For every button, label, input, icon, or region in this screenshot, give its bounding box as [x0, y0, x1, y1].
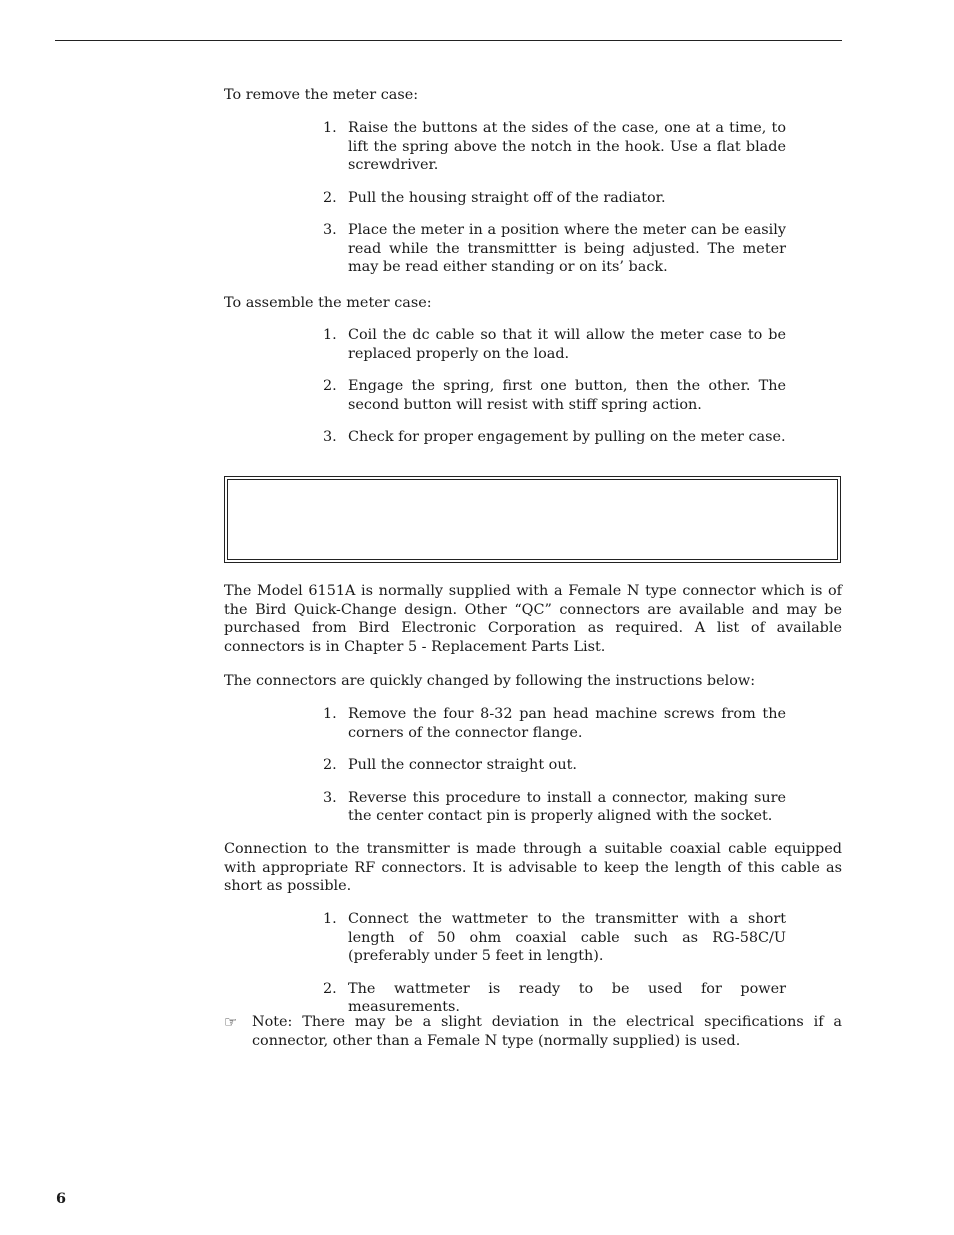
- assemble-intro: To assemble the meter case:: [224, 295, 432, 311]
- connection-steps: [318, 910, 786, 1017]
- connectors-intro: The connectors are quickly changed by following the instructions below:: [224, 673, 756, 689]
- list-item: 1. Remove the four 8-32 pan head machine screws from the corners of the connector flange.: [323, 706, 786, 741]
- section-heading-box-inner: [227, 479, 838, 560]
- list-item: 3. Reverse this procedure to install a connector, making sure the center contact pin is properly aligned with the socket.: [323, 789, 786, 824]
- header-rule: [55, 40, 842, 41]
- list-item: 1. Raise the buttons at the sides of the case, one at a time, to lift the spring above the notch in the hook. Use a flat blade screwdriver.: [323, 120, 786, 173]
- list-item: 3. Check for proper engagement by pulling on the meter case.: [323, 429, 786, 445]
- list-item: 2. Engage the spring, first one button, then the other. The second button will resist with stiff spring action.: [323, 378, 786, 413]
- list-item: 2. The wattmeter is ready to be used for power measurements.: [323, 980, 786, 1015]
- assemble-steps: [318, 326, 786, 447]
- list-item: 1. Connect the wattmeter to the transmitter with a short length of 50 ohm coaxial cable such as RG-58C/U (preferably under 5 feet in length).: [323, 911, 786, 964]
- note: [224, 1013, 842, 1050]
- connector-steps: [318, 705, 786, 826]
- remove-steps: [318, 119, 786, 277]
- connection-paragraph: Connection to the transmitter is made through a suitable coaxial cable equipped with appropriate RF connectors. It is advisable to keep the length of this cable as short as possible.: [224, 841, 842, 894]
- list-item: 2. Pull the housing straight off of the radiator.: [323, 189, 666, 206]
- note-text: Note: There may be a slight deviation in the electrical specifications if a connector, other than a Female N type (normally supplied) is used.: [252, 1014, 842, 1049]
- remove-intro: To remove the meter case:: [224, 87, 419, 103]
- list-item: 1. Coil the dc cable so that it will allow the meter case to be replaced properly on the load.: [323, 327, 786, 362]
- list-item: 2. Pull the connector straight out.: [323, 757, 577, 773]
- pointing-hand-icon: ☞: [224, 1013, 238, 1031]
- section-heading-box: [224, 476, 841, 563]
- connectors-paragraph: The Model 6151A is normally supplied with a Female N type connector which is of the Bird Quick-Change design. Other “QC” connectors are available and may be purchased from Bird Electronic Corporation as required. A list of available connectors is in Chapter 5 - Replacement Parts List.: [224, 583, 842, 655]
- list-item: 3. Place the meter in a position where the meter can be easily read while the transmittter is being adjusted. The meter may be read either standing or on its’ back.: [323, 222, 786, 275]
- page-number: 6: [56, 1190, 67, 1207]
